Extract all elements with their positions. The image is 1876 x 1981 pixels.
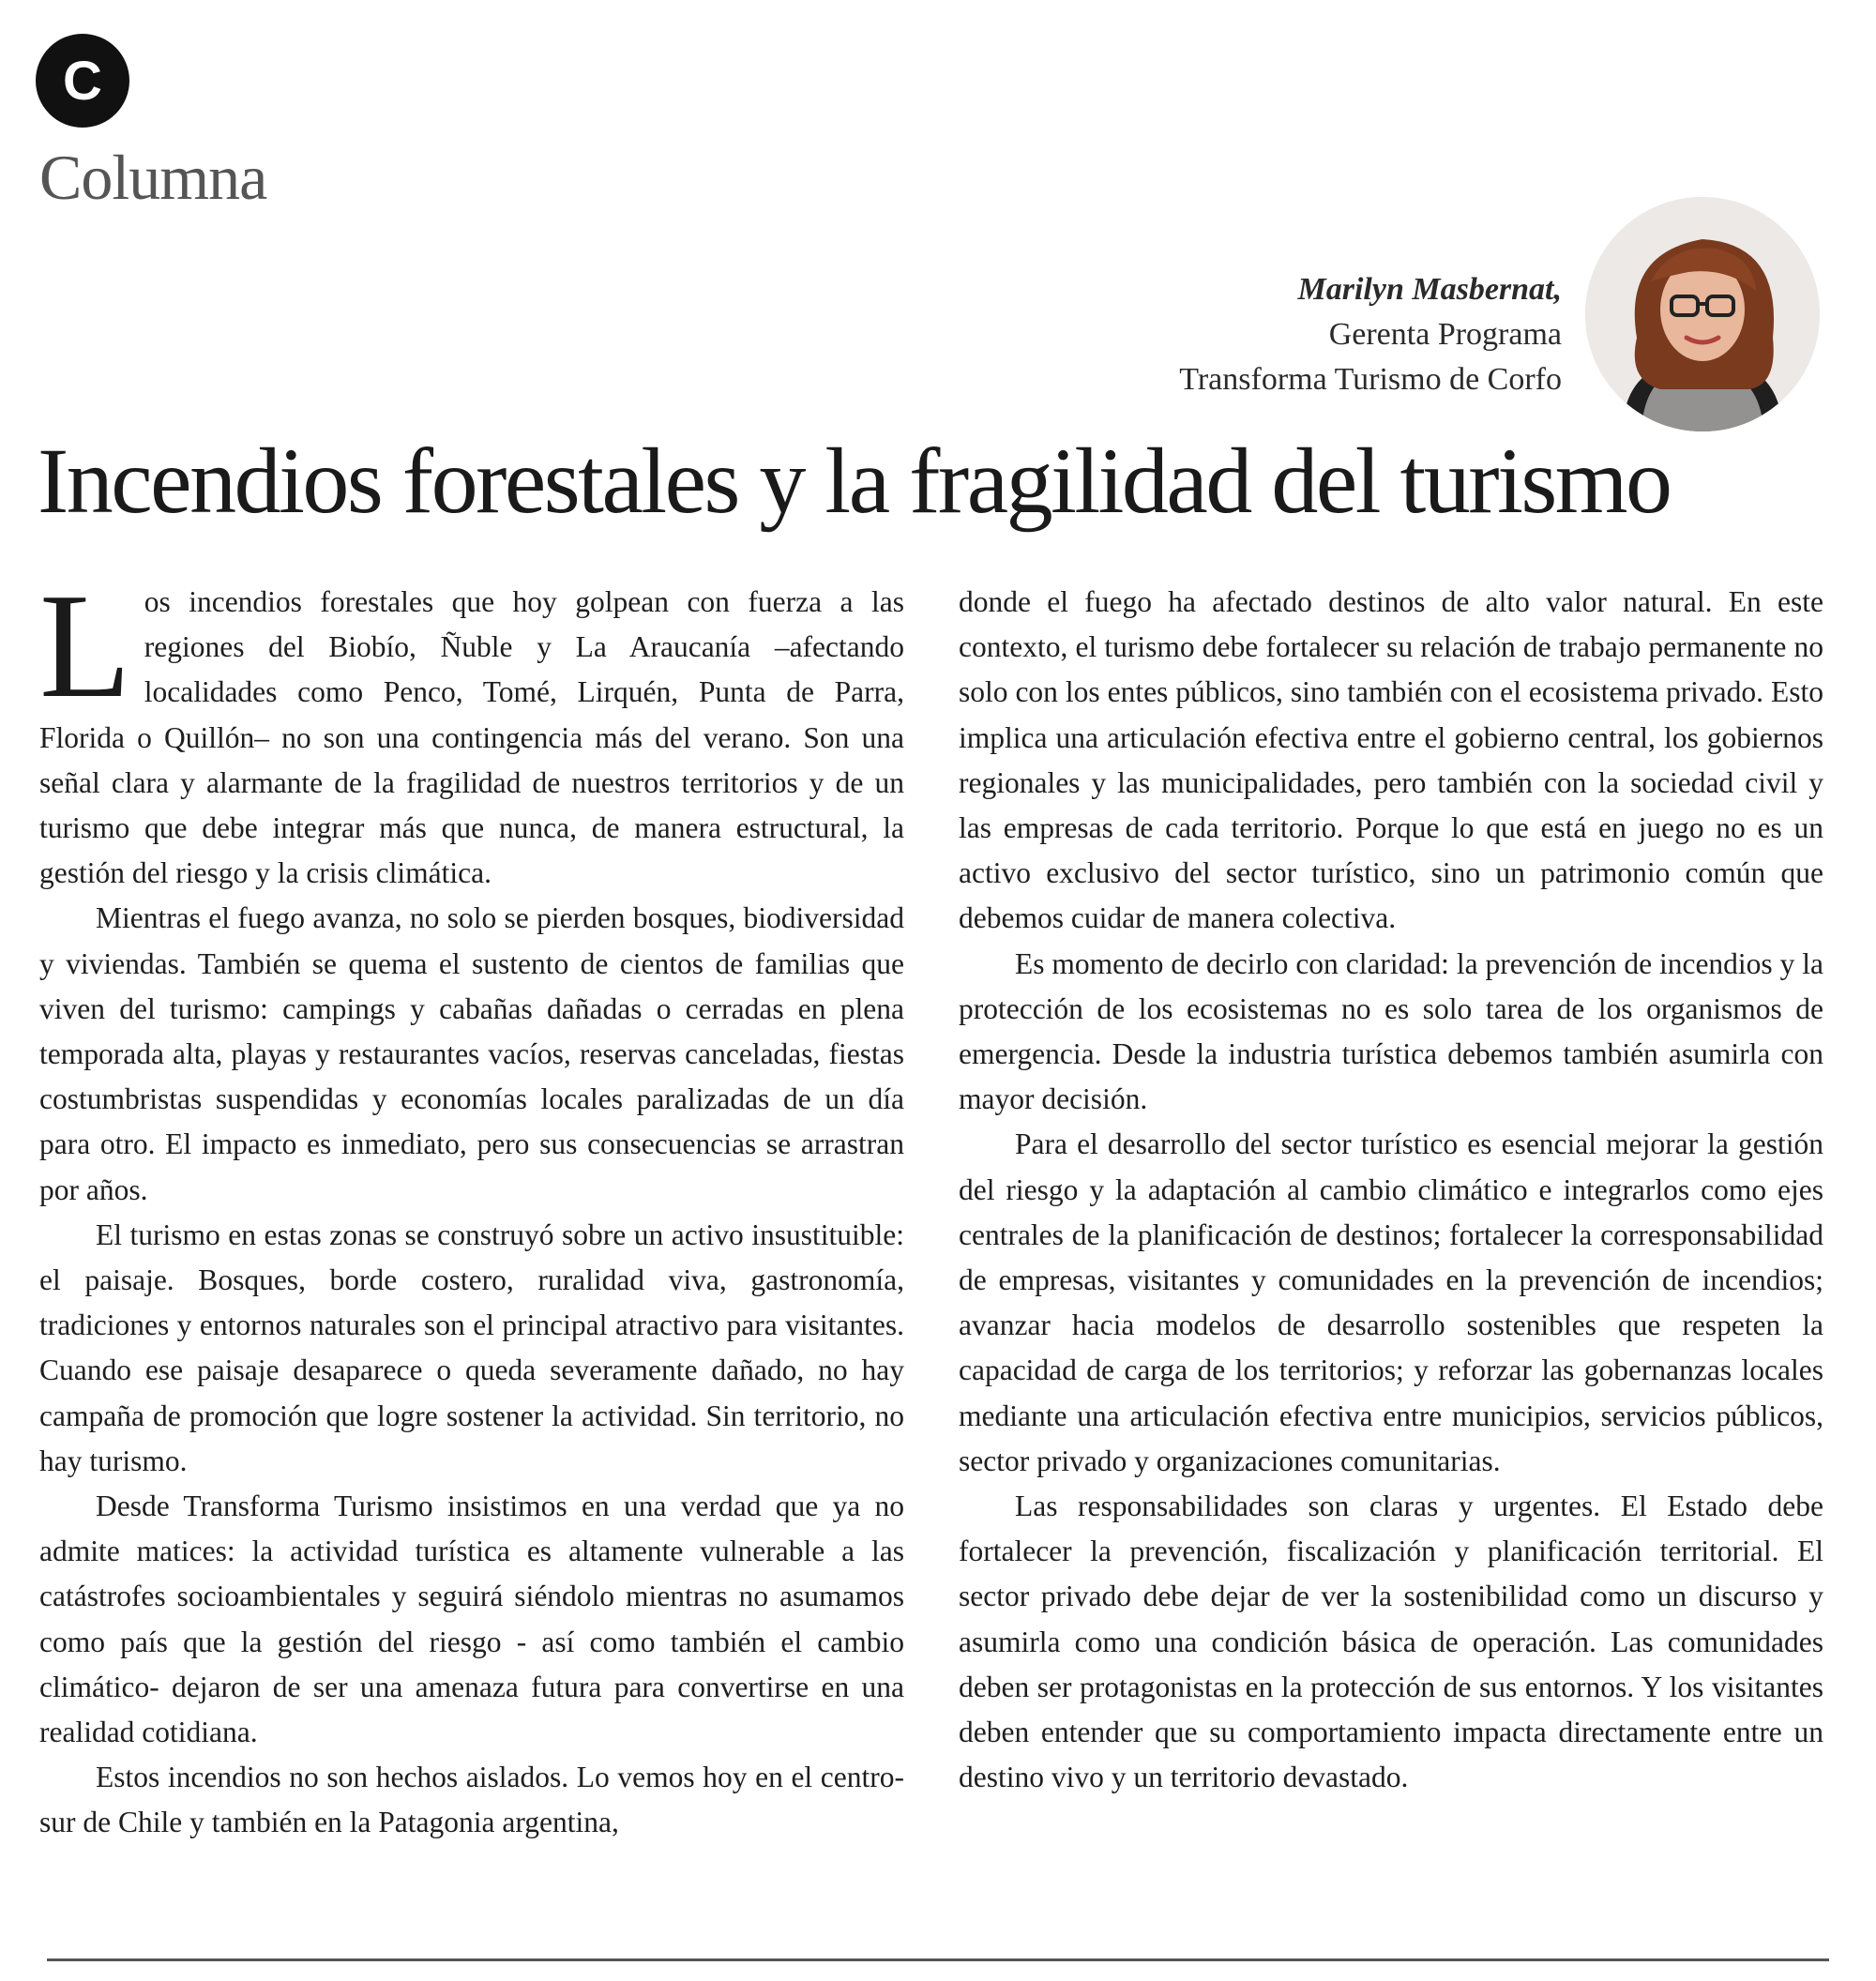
headline: Incendios forestales y la fragilidad del turismo	[38, 429, 1671, 533]
article-paragraph-continued: donde el fuego ha afectado destinos de alto valor natural. En este contexto, el turismo debe fortalecer su relación de trabajo permanente no solo con los entes públicos, sino también con el ecosistema privado. Esto implica una articulación efectiva entre el gobierno central, los gobiernos regionales y las municipalidades, pero también con la sociedad civil y las empresas de cada territorio. Porque lo que está en juego no es un activo exclusivo del sector turístico, sino un patrimonio común que debemos cuidar de manera colectiva.	[959, 585, 1823, 935]
drop-cap: L	[39, 562, 131, 729]
column-badge	[36, 34, 129, 128]
article-paragraph: Es momento de decirlo con claridad: la prevención de incendios y la protección de los ecosistemas no es solo tarea de los organismos de emergencia. Desde la industria turística debemos también asumirla con mayor decisión.	[959, 946, 1823, 1116]
article-paragraph: Las responsabilidades son claras y urgentes. El Estado debe fortalecer la prevención, fiscalización y planificación territorial. El sector privado debe dejar de ver la sostenibilidad como un discurso y asumirla como una condición básica de operación. Las comunidades deben ser protagonistas en la protección de sus entornos. Y los visitantes deben entender que su comportamiento impacta directamente entre un destino vivo y un territorio devastado.	[959, 1490, 1823, 1794]
article-paragraph: Para el desarrollo del sector turístico es esencial mejorar la gestión del riesgo y la adaptación al cambio climático e integrarlos como ejes centrales de la planificación de destinos; fortalecer la corresponsabilidad de empresas, visitantes y comunidades en la prevención de incendios; avanzar hacia modelos de desarrollo sostenibles que respeten la capacidad de carga de los territorios; y reforzar las gobernanzas locales mediante una articulación efectiva entre municipios, servicios públicos, sector privado y organizaciones comunitarias.	[959, 1127, 1823, 1477]
section-label: Columna	[39, 142, 267, 213]
article-paragraph: El turismo en estas zonas se construyó sobre un activo insustituible: el paisaje. Bosques, borde costero, ruralidad viva, gastronomía, tradiciones y entornos naturales son el principal atractivo para visitantes. Cuando ese paisaje desaparece o queda severamente dañado, no hay campaña de promoción que logre sostener la actividad. Sin territorio, no hay turismo.	[39, 1217, 904, 1477]
author-avatar	[1585, 197, 1820, 431]
author-role: Gerenta Programa	[1328, 317, 1562, 352]
article-column-right	[959, 580, 1823, 1800]
paragraph-text: os incendios forestales que hoy golpean con fuerza a las regiones del Biobío, Ñuble y La Araucanía –afectando localidades como Penco, Tomé, Lirquén, Punta de Parra, Florida o Quillón– no son una contingencia más del verano. Son una señal clara y alarmante de la fragilidad de nuestros territorios y de un turismo que debe integrar más que nunca, de manera estructural, la gestión del riesgo y la crisis climática.	[39, 585, 904, 890]
bottom-rule	[47, 1958, 1829, 1961]
article-paragraph: Desde Transforma Turismo insistimos en una verdad que ya no admite matices: la actividad turística es altamente vulnerable a las catástrofes socioambientales y seguirá siéndolo mientras no asumamos como país que la gestión del riesgo - así como también el cambio climático- dejaron de ser una amenaza futura para convertirse en una realidad cotidiana.	[39, 1490, 904, 1749]
author-portrait-icon	[1585, 197, 1820, 431]
article-paragraph: Mientras el fuego avanza, no solo se pierden bosques, biodiversidad y viviendas. También se quema el sustento de cientos de familias que viven del turismo: campings y cabañas dañadas o cerradas en plena temporada alta, playas y restaurantes vacíos, reservas canceladas, fiestas costumbristas suspendidas y economías locales paralizadas de un día para otro. El impacto es inmediato, pero sus consecuencias se arrastran por años.	[39, 901, 904, 1206]
article-column-left	[39, 562, 904, 1846]
article-paragraph: Estos incendios no son hechos aislados. Lo vemos hoy en el centro-sur de Chile y también en la Patagonia argentina,	[39, 1761, 904, 1839]
article-paragraph	[39, 562, 904, 896]
badge-letter: C	[63, 50, 102, 112]
author-organization: Transforma Turismo de Corfo	[1179, 362, 1562, 397]
author-name: Marilyn Masbernat,	[1297, 272, 1562, 307]
byline	[1179, 267, 1562, 402]
